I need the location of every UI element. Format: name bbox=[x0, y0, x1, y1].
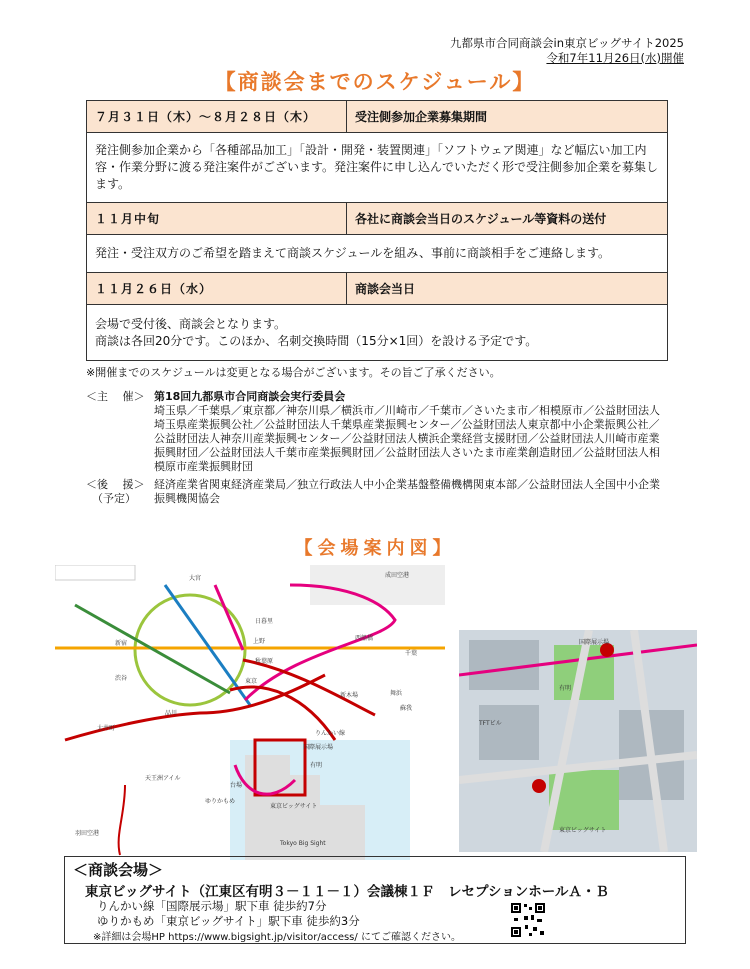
schedule-body-line: 商談は各回20分です。このほか、名刺交換時間（15分×1回）を設ける予定です。 bbox=[95, 333, 538, 348]
map-label: 台場 bbox=[230, 782, 243, 789]
qr-code-icon[interactable] bbox=[509, 901, 547, 939]
schedule-note: ※開催までのスケジュールは変更となる場合がございます。その旨ご了承ください。 bbox=[86, 366, 501, 379]
map-label: 秋葉原 bbox=[255, 658, 274, 665]
venue-detail-link[interactable]: ※詳細は会場HP https://www.bigsight.jp/visitor/access/ にてご確認ください。 bbox=[93, 932, 461, 943]
schedule-body-line: 会場で受付後、商談会となります。 bbox=[95, 316, 287, 331]
map-label: 西船橋 bbox=[355, 635, 374, 642]
map-label: Tokyo Big Sight bbox=[280, 840, 326, 847]
map-label: 大宮 bbox=[189, 575, 202, 582]
schedule-label: 受注側参加企業募集期間 bbox=[347, 101, 668, 133]
event-name: 九都県市合同商談会in東京ビッグサイト2025 bbox=[450, 36, 684, 50]
organizer-members: 埼玉県／千葉県／東京都／神奈川県／横浜市／川崎市／千葉市／さいたま市／相模原市／公益財団法人埼玉県産業振興公社／公益財団法人千葉県産業振興センター／公益財団法人東京都中小企業振興公社／公益財団法人神奈川産業振興センター／公益財団法人横浜企業経営支援財団／公益財団法人川崎市産業振興財団／公益財団法人千葉市産業振興財団／公益財団法人さいたま市産業創造財団／公益財団法人相模原市産業振興財団 bbox=[154, 404, 660, 473]
schedule-row bbox=[87, 101, 668, 133]
map-title: 【会場案内図】 bbox=[294, 538, 456, 559]
map-label: 千葉 bbox=[405, 650, 418, 657]
map-label: 蘇我 bbox=[400, 705, 413, 712]
support-label: ＜後 援＞ bbox=[86, 478, 145, 491]
schedule-body bbox=[87, 305, 668, 361]
map-label: TFTビル bbox=[479, 720, 502, 727]
venue-heading: ＜商談会場＞ bbox=[73, 861, 164, 879]
event-header bbox=[450, 36, 684, 66]
schedule-label: 各社に商談会当日のスケジュール等資料の送付 bbox=[347, 203, 668, 235]
event-date: 令和7年11月26日(水)開催 bbox=[546, 51, 684, 65]
map-label: 品川 bbox=[165, 710, 178, 717]
map-label: 国際展示場 bbox=[303, 744, 334, 751]
support-sub: （予定） bbox=[92, 492, 136, 505]
map-label: 大井町 bbox=[97, 725, 116, 732]
organizers bbox=[86, 390, 666, 508]
schedule-table bbox=[86, 100, 668, 361]
schedule-date: １１月２６日（水） bbox=[87, 273, 347, 305]
schedule-date: １１月中旬 bbox=[87, 203, 347, 235]
schedule-label: 商談会当日 bbox=[347, 273, 668, 305]
schedule-body: 発注・受注双方のご希望を踏まえて商談スケジュールを組み、事前に商談相手をご連絡します。 bbox=[87, 235, 668, 273]
support-text: 経済産業省関東経済産業局／独立行政法人中小企業基盤整備機構関東本部／公益財団法人全国中小企業振興機関協会 bbox=[154, 478, 660, 505]
map-label: 天王洲アイル bbox=[145, 775, 181, 782]
schedule-body: 発注側参加企業から「各種部品加工」「設計・開発・装置関連」「ソフトウェア関連」など幅広い加工内容・作業分野に渡る発注案件がございます。発注案件に申し込んでいただく形で受注側参加企業を募集します。 bbox=[87, 133, 668, 203]
schedule-row bbox=[87, 273, 668, 305]
map-label: 新宿 bbox=[115, 640, 128, 647]
venue-box bbox=[64, 856, 686, 944]
area-map bbox=[459, 630, 697, 852]
venue-access-yurikamome: ゆりかもめ「東京ビッグサイト」駅下車 徒歩約3分 bbox=[97, 914, 360, 928]
organizer-label: ＜主 催＞ bbox=[86, 390, 145, 403]
map-label: りんかい線 bbox=[315, 730, 346, 737]
map-label: 渋谷 bbox=[115, 675, 128, 682]
map-label: 羽田空港 bbox=[75, 830, 100, 837]
map-label: 東京ビッグサイト bbox=[270, 803, 318, 810]
organizer-name: 第18回九都県市合同商談会実行委員会 bbox=[154, 390, 346, 403]
map-label: 有明 bbox=[559, 685, 572, 692]
schedule-row bbox=[87, 203, 668, 235]
venue-access-rinkai: りんかい線「国際展示場」駅下車 徒歩約7分 bbox=[97, 899, 327, 913]
venue-main: 東京ビッグサイト（江東区有明３－１１－１）会議棟１Ｆ レセプションホールＡ・Ｂ bbox=[85, 884, 609, 900]
map-label: 舞浜 bbox=[390, 690, 403, 697]
map-label: 有明 bbox=[310, 762, 323, 769]
map-label: ゆりかもめ bbox=[205, 798, 236, 805]
map-label: 上野 bbox=[253, 638, 266, 645]
map-label: 日暮里 bbox=[255, 618, 274, 625]
map-label: 東京ビッグサイト bbox=[559, 827, 607, 834]
map-label: 国際展示場 bbox=[579, 639, 610, 646]
map-label: 東京 bbox=[245, 678, 258, 685]
schedule-title: 【商談会までのスケジュール】 bbox=[214, 70, 536, 94]
map-label: 新木場 bbox=[340, 692, 359, 699]
map-label: 成田空港 bbox=[385, 572, 410, 579]
route-map bbox=[55, 565, 445, 860]
schedule-date: ７月３１日（木）～８月２８日（木） bbox=[87, 101, 347, 133]
